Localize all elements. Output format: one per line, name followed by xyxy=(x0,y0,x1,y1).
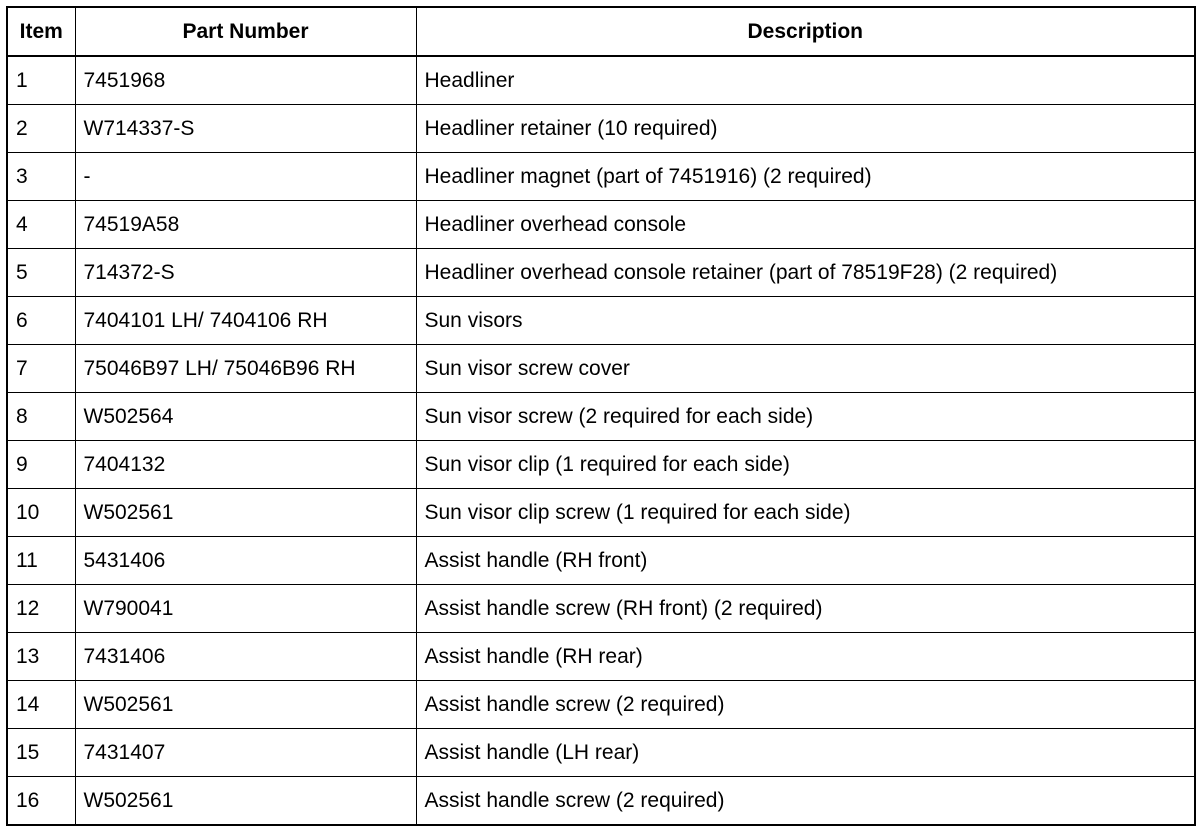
header-description: Description xyxy=(416,7,1195,56)
description-cell: Assist handle (RH rear) xyxy=(416,633,1195,681)
table-row xyxy=(7,441,1195,489)
item-number-cell: 7 xyxy=(7,345,75,393)
table-row xyxy=(7,489,1195,537)
table-row xyxy=(7,681,1195,729)
description-cell: Headliner overhead console xyxy=(416,201,1195,249)
item-number-cell: 5 xyxy=(7,249,75,297)
item-number-cell: 12 xyxy=(7,585,75,633)
table-row xyxy=(7,729,1195,777)
part-number-cell: 7404132 xyxy=(75,441,416,489)
table-row xyxy=(7,633,1195,681)
item-number-cell: 11 xyxy=(7,537,75,585)
item-number-cell: 10 xyxy=(7,489,75,537)
item-number-cell: 6 xyxy=(7,297,75,345)
description-cell: Sun visor clip (1 required for each side) xyxy=(416,441,1195,489)
item-number-cell: 14 xyxy=(7,681,75,729)
header-part-number: Part Number xyxy=(75,7,416,56)
table-header xyxy=(7,7,1195,56)
header-item: Item xyxy=(7,7,75,56)
header-row xyxy=(7,7,1195,56)
part-number-cell: 7404101 LH/ 7404106 RH xyxy=(75,297,416,345)
part-number-cell: W502561 xyxy=(75,777,416,826)
description-cell: Sun visors xyxy=(416,297,1195,345)
description-cell: Headliner retainer (10 required) xyxy=(416,105,1195,153)
table-row xyxy=(7,777,1195,826)
part-number-cell: 7431407 xyxy=(75,729,416,777)
description-cell: Assist handle screw (2 required) xyxy=(416,777,1195,826)
item-number-cell: 13 xyxy=(7,633,75,681)
table-row xyxy=(7,105,1195,153)
item-number-cell: 16 xyxy=(7,777,75,826)
part-number-cell: 74519A58 xyxy=(75,201,416,249)
part-number-cell: 7451968 xyxy=(75,56,416,105)
part-number-cell: W502561 xyxy=(75,489,416,537)
table-row xyxy=(7,393,1195,441)
description-cell: Sun visor screw cover xyxy=(416,345,1195,393)
table-row xyxy=(7,153,1195,201)
part-number-cell: - xyxy=(75,153,416,201)
table-row xyxy=(7,297,1195,345)
item-number-cell: 8 xyxy=(7,393,75,441)
table-row xyxy=(7,56,1195,105)
table-row xyxy=(7,585,1195,633)
part-number-cell: 5431406 xyxy=(75,537,416,585)
parts-table xyxy=(6,6,1196,826)
item-number-cell: 4 xyxy=(7,201,75,249)
item-number-cell: 3 xyxy=(7,153,75,201)
description-cell: Headliner xyxy=(416,56,1195,105)
item-number-cell: 2 xyxy=(7,105,75,153)
table-row xyxy=(7,345,1195,393)
part-number-cell: 714372-S xyxy=(75,249,416,297)
item-number-cell: 15 xyxy=(7,729,75,777)
item-number-cell: 1 xyxy=(7,56,75,105)
description-cell: Assist handle (LH rear) xyxy=(416,729,1195,777)
description-cell: Sun visor clip screw (1 required for each side) xyxy=(416,489,1195,537)
table-row xyxy=(7,537,1195,585)
part-number-cell: W502564 xyxy=(75,393,416,441)
description-cell: Headliner overhead console retainer (part of 78519F28) (2 required) xyxy=(416,249,1195,297)
part-number-cell: W790041 xyxy=(75,585,416,633)
description-cell: Assist handle screw (2 required) xyxy=(416,681,1195,729)
part-number-cell: 7431406 xyxy=(75,633,416,681)
table-row xyxy=(7,249,1195,297)
part-number-cell: W714337-S xyxy=(75,105,416,153)
table-row xyxy=(7,201,1195,249)
description-cell: Assist handle screw (RH front) (2 required) xyxy=(416,585,1195,633)
description-cell: Headliner magnet (part of 7451916) (2 required) xyxy=(416,153,1195,201)
description-cell: Assist handle (RH front) xyxy=(416,537,1195,585)
description-cell: Sun visor screw (2 required for each side) xyxy=(416,393,1195,441)
part-number-cell: W502561 xyxy=(75,681,416,729)
part-number-cell: 75046B97 LH/ 75046B96 RH xyxy=(75,345,416,393)
table-body xyxy=(7,56,1195,825)
item-number-cell: 9 xyxy=(7,441,75,489)
